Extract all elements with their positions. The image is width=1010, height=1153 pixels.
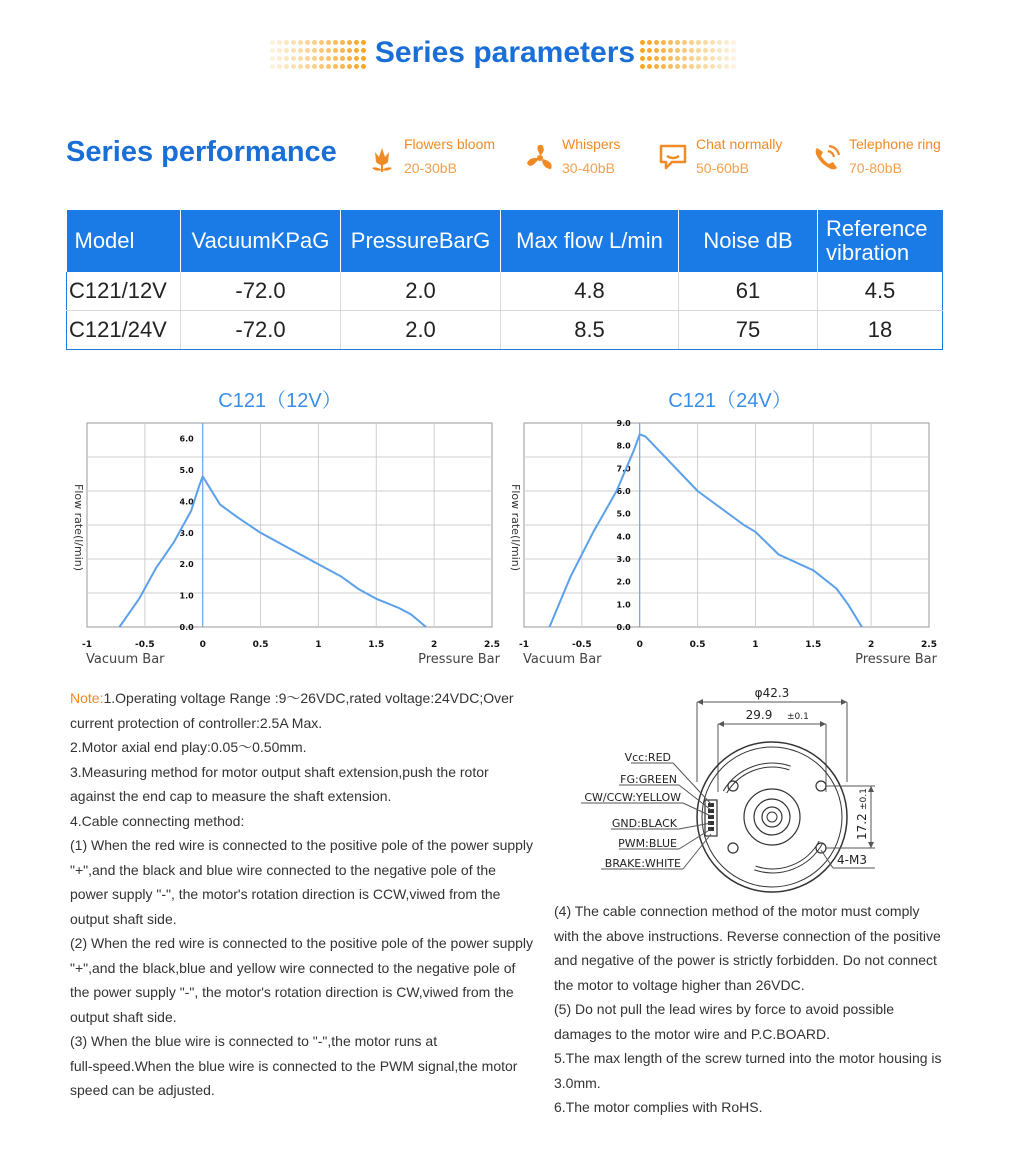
x-tick-label: -0.5 <box>572 640 592 650</box>
decorative-dot <box>661 64 666 69</box>
decorative-dot <box>717 40 722 45</box>
x-tick-label: 2 <box>868 640 875 650</box>
decorative-dot <box>682 64 687 69</box>
decorative-dot <box>647 40 652 45</box>
decorative-dot <box>731 40 736 45</box>
table-cell: C121/12V <box>67 272 181 311</box>
x-axis-label-left: Vacuum Bar <box>86 652 165 667</box>
noise-legend-label: Chat normally <box>696 136 783 152</box>
decorative-dot <box>661 48 666 53</box>
dim-hole-spacing: 29.9 <box>745 708 773 722</box>
y-tick-label: 4.0 <box>616 532 631 542</box>
y-tick-label: 7.0 <box>616 464 631 474</box>
decorative-dot <box>654 56 659 61</box>
table-row <box>67 311 943 350</box>
decorative-dot <box>696 40 701 45</box>
note-text: 3.Measuring method for motor output shaft extension,push the rotor <box>70 763 489 780</box>
note-text: (3) When the blue wire is connected to "-",the motor runs at <box>70 1033 438 1049</box>
decorative-dot <box>731 48 736 53</box>
decorative-dot <box>724 40 729 45</box>
decorative-dot <box>654 64 659 69</box>
note-line: 6.The motor complies with RoHS. <box>554 1099 763 1115</box>
y-tick-label: 3.0 <box>179 528 194 538</box>
decorative-dot <box>710 40 715 45</box>
decorative-dot <box>647 64 652 69</box>
note-text: output shaft side. <box>70 910 177 927</box>
wire-label: Vcc:RED <box>624 751 671 764</box>
screw-label: 4-M3 <box>837 853 867 867</box>
note-highlight: Note: <box>70 690 104 706</box>
note-text: the power supply "-", the motor's rotation direction is CW,viwed from the <box>70 984 514 1000</box>
note-line <box>70 882 500 906</box>
note-text: "+",and the black,blue and yellow wire connected to the negative pole of <box>70 959 516 976</box>
note-line: 5.The max length of the screw turned into the motor housing is <box>554 1050 942 1066</box>
y-tick-label: 2.0 <box>179 560 194 570</box>
dim-vertical-tolerance: ±0.1 <box>859 788 869 810</box>
note-text: power supply "-", the motor's rotation direction is CCW,viwed from the <box>70 886 501 902</box>
x-tick-label: -1 <box>519 640 529 650</box>
x-tick-label: 2.5 <box>484 640 500 650</box>
y-tick-label: 1.0 <box>179 591 194 601</box>
x-tick-label: 0.5 <box>252 640 269 650</box>
y-tick-label: 9.0 <box>616 419 631 428</box>
decorative-dot <box>675 56 680 61</box>
note-line: (4) The cable connection method of the motor must comply <box>554 903 920 919</box>
decorative-dots-right <box>640 40 736 72</box>
decorative-dot <box>710 48 715 53</box>
decorative-dot <box>640 64 645 69</box>
note-text: full-speed.When the blue wire is connected to the PWM signal,the motor <box>70 1057 518 1074</box>
decorative-dot <box>675 48 680 53</box>
decorative-dot <box>696 48 701 53</box>
table-cell: 2.0 <box>341 311 501 350</box>
y-tick-label: 0.0 <box>179 623 194 632</box>
table-cell: -72.0 <box>181 311 341 350</box>
note-line <box>70 809 244 833</box>
column-header: Model <box>67 210 181 272</box>
note-line: (5) Do not pull the lead wires by force to avoid possible <box>554 1001 895 1017</box>
fan-icon <box>524 142 556 174</box>
table-cell: -72.0 <box>181 272 341 311</box>
table-header-row <box>67 210 943 272</box>
chat-icon <box>658 142 690 174</box>
note-text: 1.Operating voltage Range :9～26VDC,rated voltage:24VDC;Over <box>103 690 514 706</box>
decorative-dot <box>689 48 694 53</box>
decorative-dot <box>717 64 722 69</box>
decorative-dot <box>717 56 722 61</box>
note-line: and negative of the power is strictly forbidden. Do not connect <box>554 952 937 968</box>
decorative-dot <box>640 48 645 53</box>
table-cell: C121/24V <box>67 311 181 350</box>
note-line <box>70 858 496 882</box>
x-tick-label: 0 <box>636 640 643 650</box>
x-tick-label: 0.5 <box>689 640 706 650</box>
wire-label: BRAKE:WHITE <box>604 857 681 870</box>
y-tick-label: 0.0 <box>616 623 631 632</box>
decorative-dot <box>682 40 687 45</box>
note-line <box>70 956 515 980</box>
wire-label: FG:GREEN <box>620 773 677 786</box>
note-line <box>70 1005 177 1029</box>
wire-label: GND:BLACK <box>611 817 677 830</box>
note-line <box>70 735 307 759</box>
dim-outer-diameter: φ42.3 <box>754 686 790 700</box>
table-cell: 18 <box>818 311 943 350</box>
flower-icon <box>366 142 398 174</box>
decorative-dot <box>668 64 673 69</box>
decorative-dot <box>668 56 673 61</box>
noise-legend-label: Telephone ring <box>849 136 941 152</box>
decorative-dot <box>710 64 715 69</box>
y-tick-label: 4.0 <box>179 497 194 507</box>
chart-title-24v: C121（24V） <box>668 390 792 412</box>
decorative-dot <box>640 56 645 61</box>
motor-drawing <box>575 682 905 902</box>
y-tick-label: 6.0 <box>179 434 194 444</box>
column-header: PressureBarG <box>341 210 501 272</box>
wire-label: PWM:BLUE <box>618 837 677 850</box>
decorative-dot <box>703 40 708 45</box>
x-axis-label-right: Pressure Bar <box>855 652 937 667</box>
decorative-dot <box>675 64 680 69</box>
note-line <box>70 1054 517 1078</box>
dim-vertical: 17.2 <box>855 813 869 840</box>
flow-chart-24v <box>497 410 947 680</box>
noise-legend-range: 20-30bB <box>404 160 457 176</box>
decorative-dot <box>724 48 729 53</box>
x-tick-label: 1 <box>315 640 322 650</box>
decorative-dot <box>696 56 701 61</box>
decorative-dot <box>654 48 659 53</box>
note-line <box>70 931 533 955</box>
decorative-dot <box>696 64 701 69</box>
decorative-dot <box>640 40 645 45</box>
column-header: Max flow L/min <box>501 210 679 272</box>
note-line: with the above instructions. Reverse connection of the positive <box>554 927 941 944</box>
decorative-dot <box>703 56 708 61</box>
column-header: Reference vibration <box>818 210 943 272</box>
x-tick-label: 1.5 <box>368 640 385 650</box>
note-text: 2.Motor axial end play:0.05～0.50mm. <box>70 739 307 755</box>
note-text: against the end cap to measure the shaft extension. <box>70 788 392 804</box>
noise-legend-range: 70-80bB <box>849 160 902 176</box>
x-tick-label: 2 <box>431 640 438 650</box>
note-line <box>70 711 322 735</box>
decorative-dot <box>689 40 694 45</box>
decorative-dot <box>710 56 715 61</box>
chart-title-12v: C121（12V） <box>218 390 342 412</box>
x-axis-label-left: Vacuum Bar <box>523 652 602 667</box>
y-tick-label: 8.0 <box>616 441 631 451</box>
wire-labels <box>581 751 711 870</box>
decorative-dot <box>731 56 736 61</box>
flow-chart-12v <box>60 410 510 680</box>
note-line <box>70 784 391 808</box>
phone-ring-icon <box>811 142 843 174</box>
y-tick-label: 6.0 <box>616 487 631 496</box>
note-text: "+",and the black and blue wire connected to the negative pole of the <box>70 861 496 878</box>
decorative-dot <box>647 56 652 61</box>
noise-legend-range: 50-60bB <box>696 160 749 176</box>
table-cell: 4.8 <box>501 272 679 311</box>
column-header: Noise dB <box>679 210 818 272</box>
table-cell: 8.5 <box>501 311 679 350</box>
decorative-dot <box>731 64 736 69</box>
x-tick-label: 0 <box>199 640 206 650</box>
note-text: (2) When the red wire is connected to the positive pole of the power supply <box>70 935 534 951</box>
y-axis-label: Flow rate(l/min) <box>509 484 522 572</box>
note-line: the motor to voltage higher than 26VDC. <box>554 976 805 993</box>
decorative-dot <box>675 40 680 45</box>
y-tick-label: 2.0 <box>616 577 631 587</box>
note-text: (1) When the red wire is connected to the positive pole of the power supply <box>70 837 534 853</box>
column-header: VacuumKPaG <box>181 210 341 272</box>
note-text: output shaft side. <box>70 1008 177 1025</box>
noise-legend-label: Flowers bloom <box>404 136 496 152</box>
decorative-dot <box>668 40 673 45</box>
y-tick-label: 5.0 <box>616 509 631 519</box>
noise-legend-range: 30-40bB <box>562 160 615 176</box>
decorative-dot <box>724 56 729 61</box>
note-text: 4.Cable connecting method: <box>70 812 245 829</box>
note-line <box>70 907 177 931</box>
decorative-dot <box>717 48 722 53</box>
note-line <box>70 760 489 784</box>
y-tick-label: 3.0 <box>616 555 631 564</box>
note-line <box>70 1029 437 1053</box>
x-tick-label: 1 <box>752 640 759 650</box>
decorative-dot <box>661 40 666 45</box>
x-tick-label: -0.5 <box>135 640 155 650</box>
table-cell: 4.5 <box>818 272 943 311</box>
decorative-dot <box>682 56 687 61</box>
note-line <box>70 833 533 857</box>
x-tick-label: 1.5 <box>805 640 822 650</box>
note-line: 3.0mm. <box>554 1074 601 1091</box>
noise-legend-label: Whispers <box>562 136 621 152</box>
decorative-dot <box>661 56 666 61</box>
y-tick-label: 5.0 <box>179 466 194 476</box>
decorative-dot <box>682 48 687 53</box>
decorative-dot <box>654 40 659 45</box>
parameters-table <box>66 210 943 350</box>
page-title: Series parameters <box>374 36 636 69</box>
y-axis-label: Flow rate(l/min) <box>72 484 85 572</box>
wire-label: CW/CCW:YELLOW <box>584 791 681 804</box>
decorative-dot <box>689 64 694 69</box>
table-row <box>67 272 943 311</box>
note-line <box>70 1078 215 1102</box>
decorative-dot <box>668 48 673 53</box>
decorative-dot <box>689 56 694 61</box>
y-tick-label: 1.0 <box>616 600 631 610</box>
note-text: speed can be adjusted. <box>70 1082 215 1098</box>
table-cell: 61 <box>679 272 818 311</box>
table-cell: 2.0 <box>341 272 501 311</box>
x-tick-label: 2.5 <box>921 640 937 650</box>
note-line <box>70 686 514 710</box>
dim-hole-tolerance: ±0.1 <box>787 712 809 722</box>
decorative-dot <box>724 64 729 69</box>
decorative-dot <box>703 64 708 69</box>
decorative-dot <box>647 48 652 53</box>
note-line <box>70 980 514 1004</box>
decorative-dot <box>703 48 708 53</box>
table-cell: 75 <box>679 311 818 350</box>
x-tick-label: -1 <box>82 640 92 650</box>
x-axis-label-right: Pressure Bar <box>418 652 500 667</box>
note-line: damages to the motor wire and P.C.BOARD. <box>554 1025 830 1042</box>
note-text: current protection of controller:2.5A Max. <box>70 714 323 731</box>
section-title-performance: Series performance <box>66 136 337 168</box>
